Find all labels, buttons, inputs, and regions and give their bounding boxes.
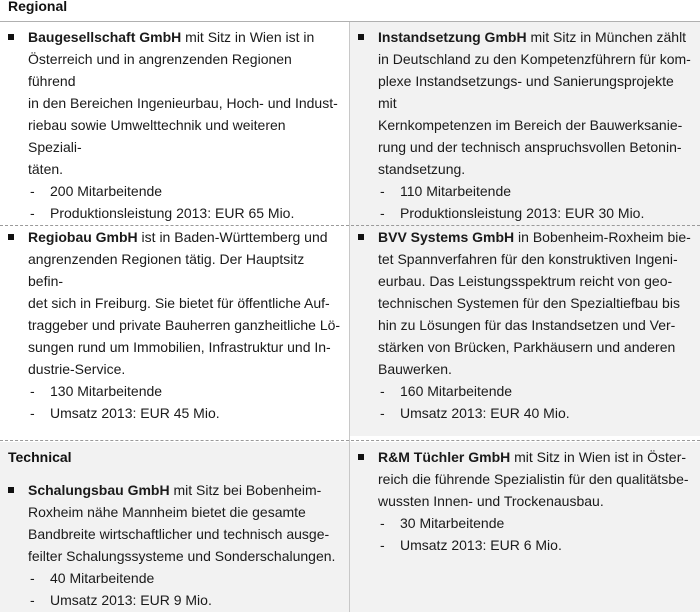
fact-employees [358,180,694,202]
entry-line: Österreich und in angrenzenden Regionen führend [28,51,292,89]
fact-text: Umsatz 2013: EUR 45 Mio. [50,405,220,421]
entry-line: Roxheim nähe Mannheim bietet die gesamte [28,504,306,520]
entry-text [358,26,694,180]
dash-marker: - [30,592,35,608]
entry-text [358,226,694,380]
entry-paragraph [358,26,694,180]
company-name: Regiobau GmbH [28,229,138,245]
entry-line: angrenzenden Regionen tätig. Der Hauptsitz befin- [28,251,305,289]
dash-marker: - [380,537,385,553]
entry-line: traggeber und private Bauherren ganzheitliche Lö- [28,317,341,333]
fact-employees [358,512,694,534]
fact-text: Umsatz 2013: EUR 9 Mio. [50,592,212,608]
dash-marker: - [30,570,35,586]
entry-paragraph [8,479,343,567]
dash-marker: - [30,183,35,199]
entry-line: rung und der technisch anspruchsvollen Betonin- [378,139,682,155]
entry-line: eurbau. Das Leistungsspektrum reicht von geo- [378,273,673,289]
entry-schalungsbau [0,479,349,611]
entry-text [8,226,343,380]
entry-regiobau [0,226,349,424]
entry-paragraph [8,226,343,380]
entry-line: Kernkompetenzen im Bereich der Bauwerksanie- [378,117,683,133]
fact-revenue [358,534,694,556]
entry-paragraph [8,26,343,180]
dash-marker: - [30,205,35,221]
entry-line: sungen rund um Immobilien, Infrastruktur und In- [28,339,331,355]
entry-text [358,446,694,512]
bullet-icon [8,234,14,240]
entry-line: stärken von Brücken, Parkhäusern und anderen [378,339,676,355]
entry-line: täten. [28,161,64,177]
entry-line: reich die führende Spezialistin für den qualitätsbe- [378,471,689,487]
fact-revenue [8,589,343,611]
entry-paragraph [358,226,694,380]
entry-line: technischen Systemen für den Spezialtiefbau bis [378,295,680,311]
fact-revenue [358,202,694,224]
divider-row-2 [0,440,700,441]
entry-bvv-systems [350,226,700,424]
entry-line: mit Sitz in München zählt [526,29,687,45]
fact-text: Produktionsleistung 2013: EUR 65 Mio. [50,205,295,221]
fact-text: 200 Mitarbeitende [50,183,163,199]
entry-text [8,479,343,567]
divider-under-regional [0,21,700,22]
entry-baugesellschaft [0,26,349,224]
entry-line: riebau sowie Umwelttechnik und weiteren Speziali- [28,117,286,155]
fact-text: 40 Mitarbeitende [50,570,155,586]
fact-employees [8,380,343,402]
dash-marker: - [30,383,35,399]
entry-text [8,26,343,180]
dash-marker: - [380,405,385,421]
fact-text: Umsatz 2013: EUR 40 Mio. [400,405,570,421]
fact-revenue [358,402,694,424]
entry-line: plexe Instandsetzungs- und Sanierungsprojekte mit [378,73,674,111]
entry-line: feilter Schalungssysteme und Sonderschalungen. [28,548,336,564]
fact-text: 160 Mitarbeitende [400,383,513,399]
entry-line: in Deutschland zu den Kompetenzführern für kom- [378,51,691,67]
entry-line: ist in Baden-Württemberg und [137,229,328,245]
entry-line: wussten Innen- und Trockenausbau. [378,493,604,509]
fact-text: Umsatz 2013: EUR 6 Mio. [400,537,562,553]
fact-text: 130 Mitarbeitende [50,383,163,399]
entry-instandsetzung [350,26,700,224]
entry-line: in den Bereichen Ingenieurbau, Hoch- und Indust- [28,95,338,111]
entry-paragraph [358,446,694,512]
dash-marker: - [380,515,385,531]
fact-employees [8,180,343,202]
entry-line: in Bobenheim-Roxheim bie- [514,229,691,245]
dash-marker: - [380,383,385,399]
entry-line: dustrie-Service. [28,361,126,377]
fact-text: 30 Mitarbeitende [400,515,505,531]
dash-marker: - [380,205,385,221]
entry-line: mit Sitz in Wien ist in Öster- [510,449,687,465]
entry-line: tet Spannverfahren für den konstruktiven Ingeni- [378,251,678,267]
bullet-icon [358,234,364,240]
entry-line: mit Sitz in Wien ist in [181,29,315,45]
entry-line: hin zu Lösungen für das Instandsetzen und Ver- [378,317,676,333]
company-name: Instandsetzung GmbH [378,29,527,45]
fact-text: Produktionsleistung 2013: EUR 30 Mio. [400,205,645,221]
bullet-icon [358,34,364,40]
company-name: Baugesellschaft GmbH [28,29,182,45]
fact-employees [358,380,694,402]
dash-marker: - [30,405,35,421]
entry-line: mit Sitz bei Bobenheim- [169,482,322,498]
company-name: R&M Tüchler GmbH [378,449,511,465]
entry-line: standsetzung. [378,161,466,177]
bullet-icon [8,487,14,493]
section-title-regional: Regional [8,0,68,14]
fact-revenue [8,402,343,424]
entry-line: Bauwerken. [378,361,452,377]
bullet-icon [8,34,14,40]
fact-revenue [8,202,343,224]
company-name: Schalungsbau GmbH [28,482,170,498]
section-title-technical: Technical [8,449,72,465]
entry-line: Bandbreite wirtschaftlicher und technisch ausge- [28,526,330,542]
entry-line: det sich in Freiburg. Sie bietet für öffentliche Auf- [28,295,330,311]
dash-marker: - [380,183,385,199]
entry-rm-tuechler [350,446,700,556]
fact-employees [8,567,343,589]
fact-text: 110 Mitarbeitende [400,183,512,199]
company-name: BVV Systems GmbH [378,229,515,245]
bullet-icon [358,454,364,460]
